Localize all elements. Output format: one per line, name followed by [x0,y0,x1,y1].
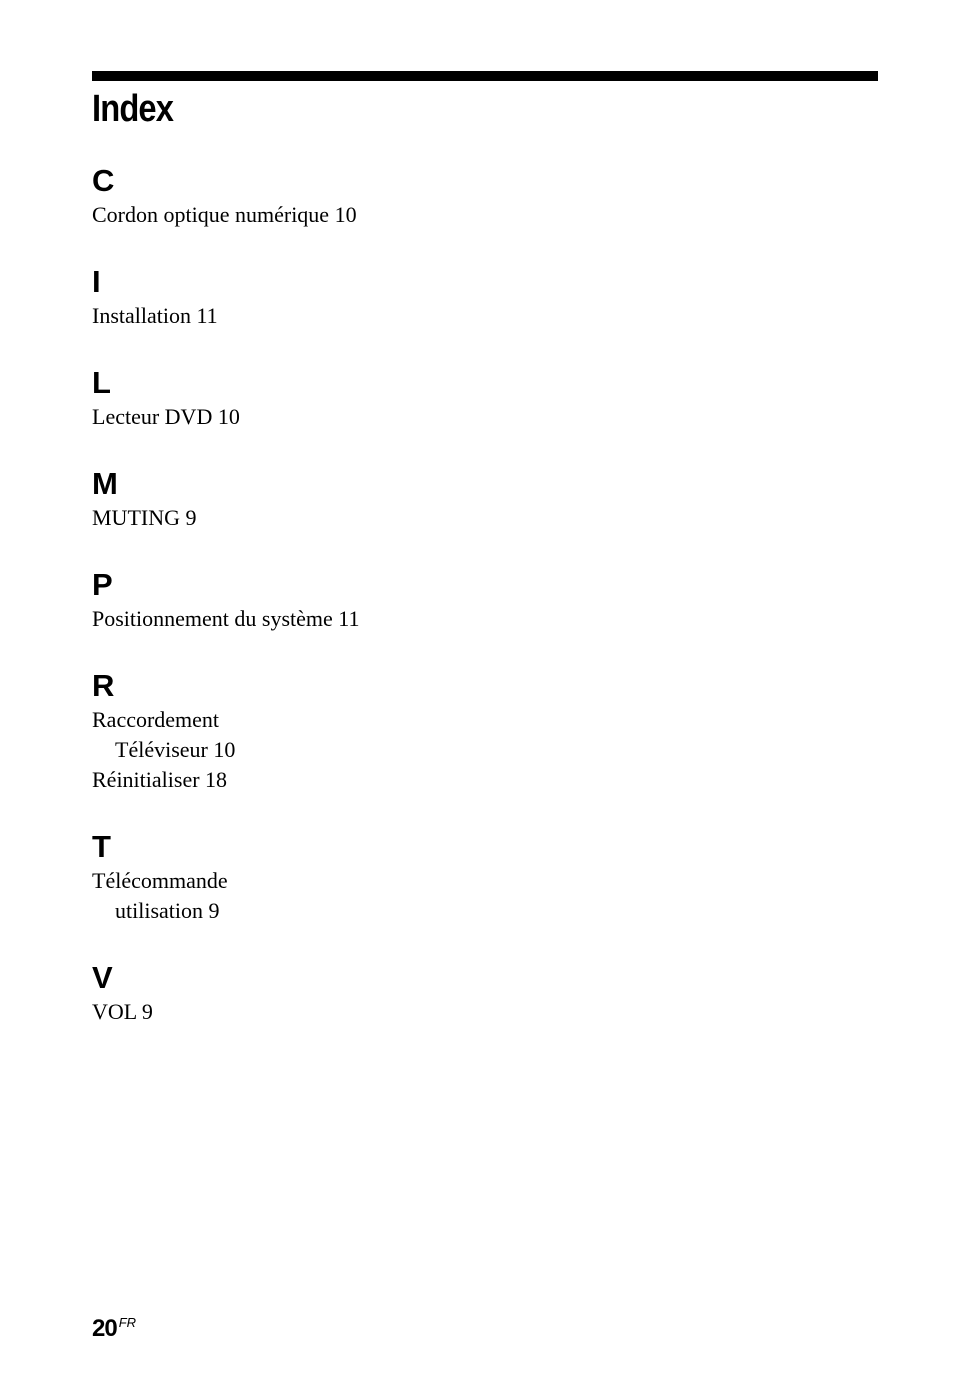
section-letter: T [92,829,111,864]
index-section-l [92,364,878,432]
index-section-t [92,828,878,926]
index-entry: Raccordement [92,707,220,732]
index-section-v [92,959,878,1027]
language-code: FR [118,1315,137,1330]
index-list [92,162,878,1027]
page-number: 20 [92,1315,117,1342]
index-entry: VOL 9 [92,999,153,1024]
index-entry: Installation 11 [92,303,218,328]
index-entry: Positionnement du système 11 [92,606,360,631]
index-section-c [92,162,878,230]
section-letter: V [92,960,113,995]
page-title: Index [92,88,174,130]
index-entry: Télécommande [92,868,228,893]
index-subentry: utilisation 9 [115,898,220,923]
page-footer [92,1306,136,1346]
section-letter: L [92,365,111,400]
section-letter: C [92,163,115,198]
index-entry: Lecteur DVD 10 [92,404,240,429]
section-letter: P [92,567,113,602]
index-section-r [92,667,878,795]
index-entry: Cordon optique numérique 10 [92,202,357,227]
index-section-p [92,566,878,634]
index-entry: Réinitialiser 18 [92,767,228,792]
section-letter: M [92,466,118,501]
section-letter: I [92,264,101,299]
index-section-m [92,465,878,533]
index-entry: MUTING 9 [92,505,197,530]
section-letter: R [92,668,115,703]
title-rule [92,71,878,81]
index-subentry: Téléviseur 10 [115,737,236,762]
index-section-i [92,263,878,331]
